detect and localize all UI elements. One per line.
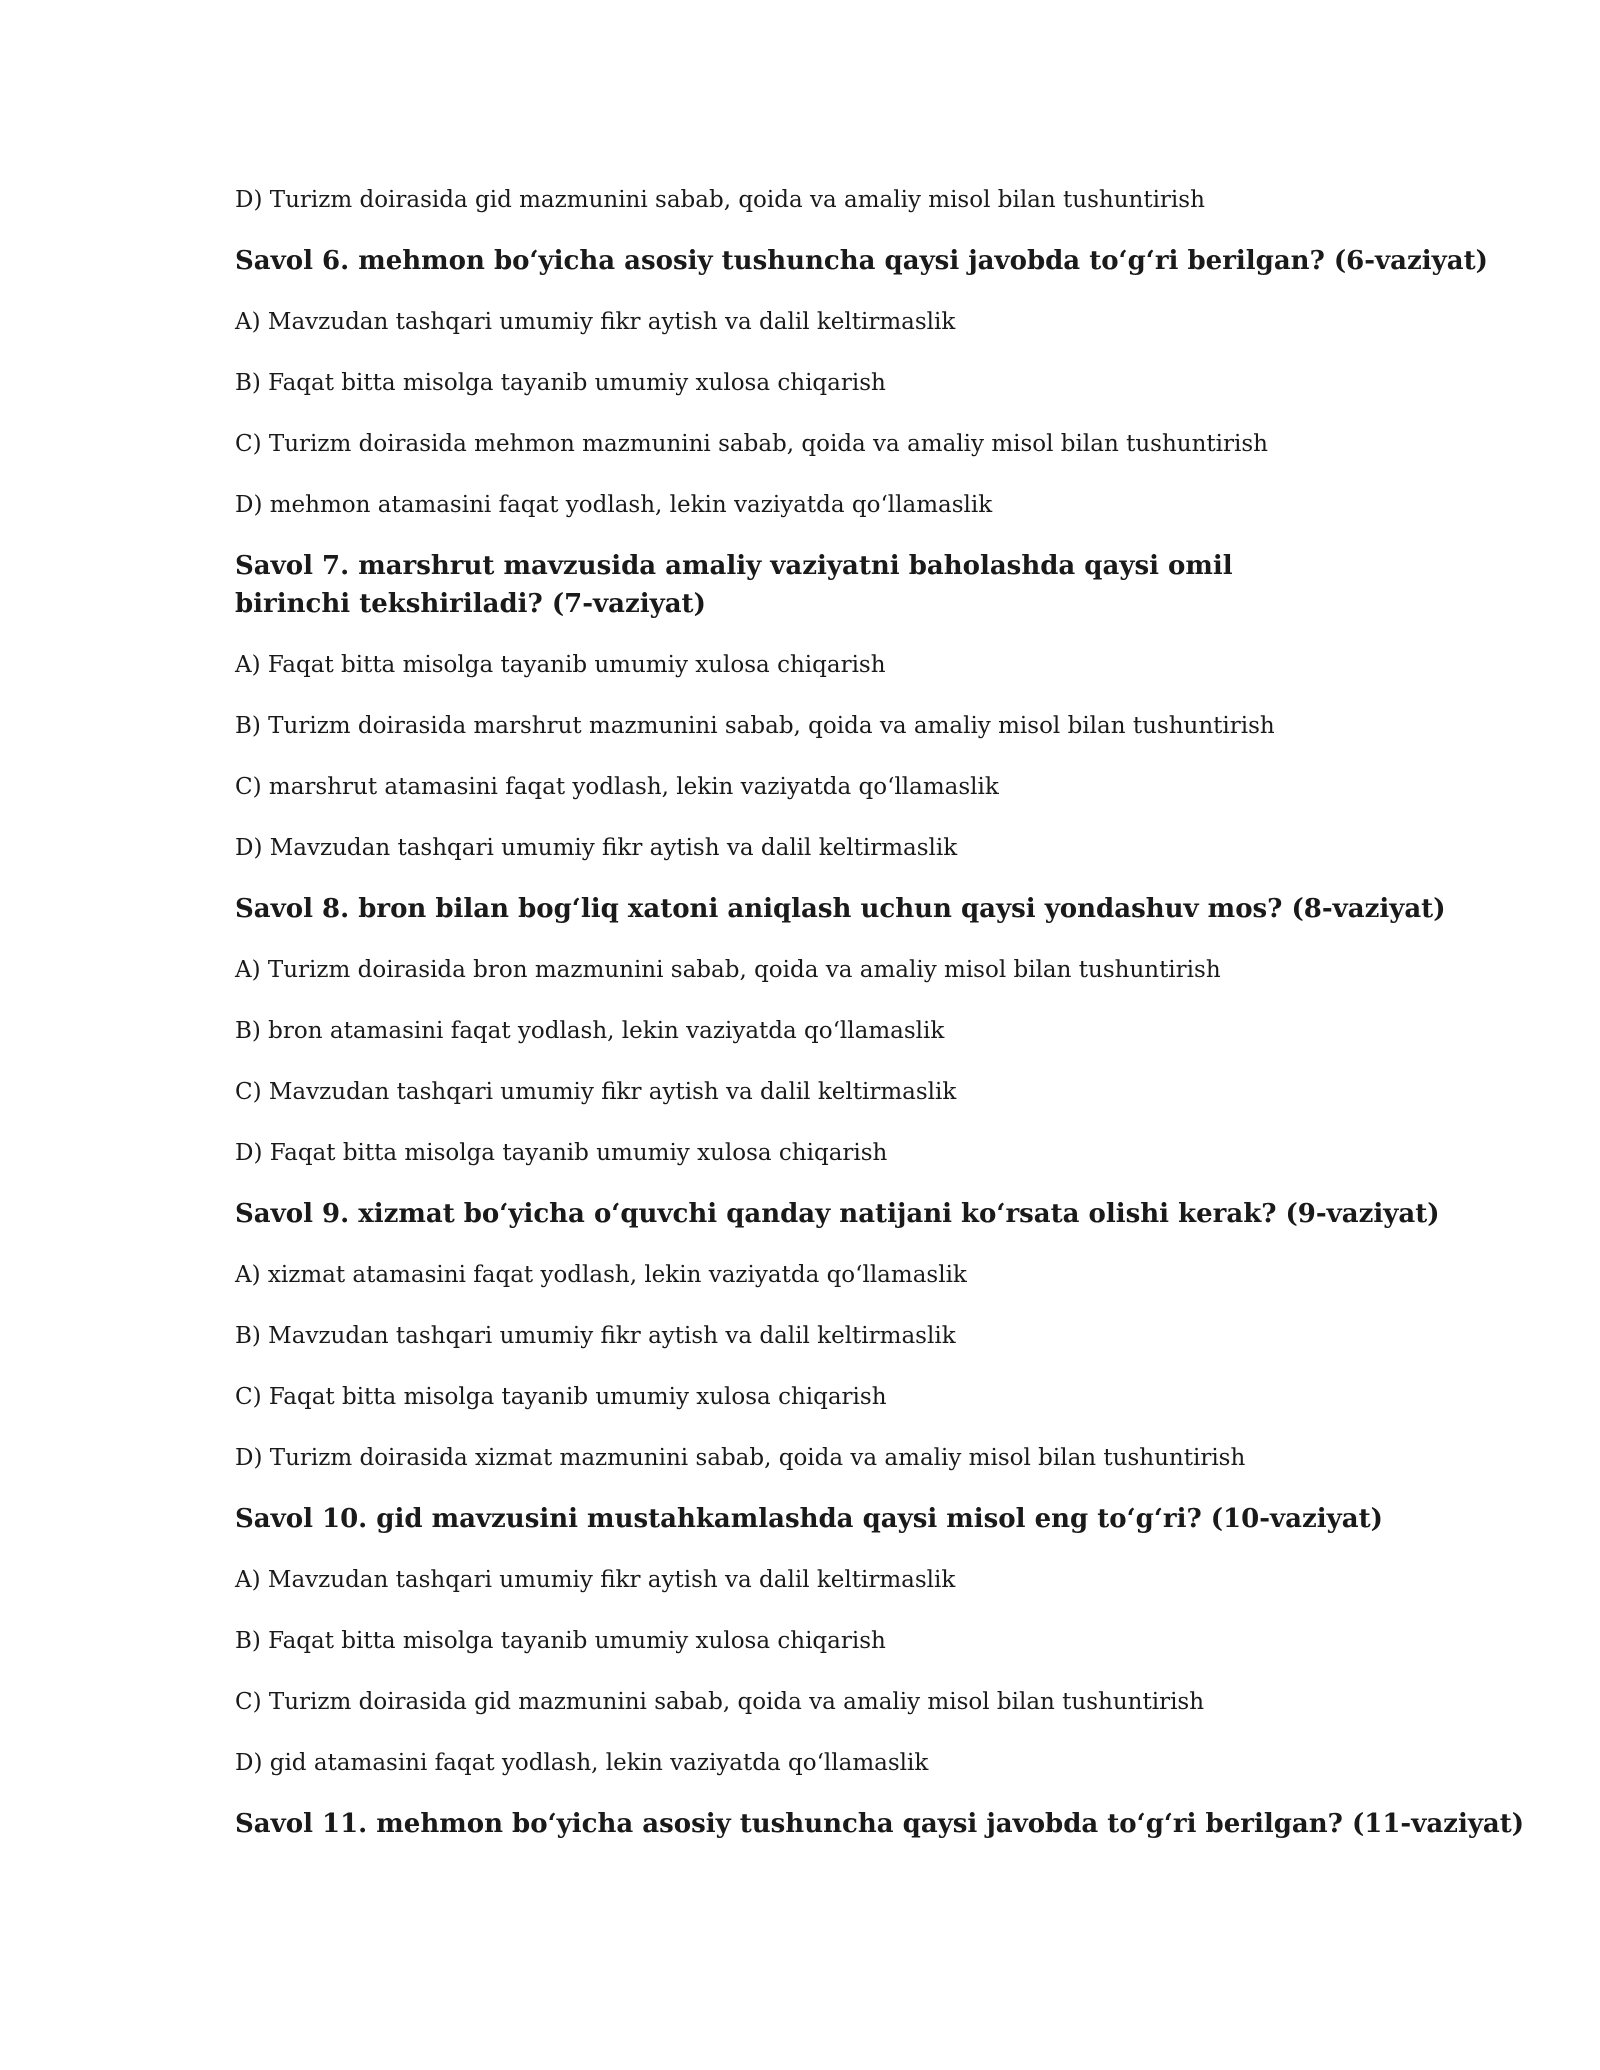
answer-option: D) mehmon atamasini faqat yodlash, lekin vaziyatda qo‘llamaslik	[235, 492, 993, 518]
answer-option: B) Faqat bitta misolga tayanib umumiy xulosa chiqarish	[235, 370, 886, 396]
question-heading: Savol 6. mehmon bo‘yicha asosiy tushuncha qaysi javobda to‘g‘ri berilgan? (6-vaziyat)	[235, 246, 1488, 276]
answer-option: C) marshrut atamasini faqat yodlash, lekin vaziyatda qo‘llamaslik	[235, 774, 999, 800]
question-heading: Savol 7. marshrut mavzusida amaliy vaziyatni baholashda qaysi omil birinchi tekshiriladi? (7-vaziyat)	[235, 551, 1233, 619]
question-heading: Savol 10. gid mavzusini mustahkamlashda qaysi misol eng to‘g‘ri? (10-vaziyat)	[235, 1504, 1383, 1534]
answer-option: D) Turizm doirasida xizmat mazmunini sabab, qoida va amaliy misol bilan tushuntirish	[235, 1445, 1246, 1471]
answer-option: D) Faqat bitta misolga tayanib umumiy xulosa chiqarish	[235, 1140, 888, 1166]
answer-option: B) Turizm doirasida marshrut mazmunini sabab, qoida va amaliy misol bilan tushuntirish	[235, 713, 1275, 739]
answer-option: A) Faqat bitta misolga tayanib umumiy xulosa chiqarish	[235, 652, 886, 678]
answer-option: A) Turizm doirasida bron mazmunini sabab, qoida va amaliy misol bilan tushuntirish	[235, 957, 1221, 983]
question-heading: Savol 11. mehmon bo‘yicha asosiy tushuncha qaysi javobda to‘g‘ri berilgan? (11-vaziyat)	[235, 1809, 1525, 1839]
answer-option: A) xizmat atamasini faqat yodlash, lekin vaziyatda qo‘llamaslik	[235, 1262, 967, 1288]
answer-option: D) Mavzudan tashqari umumiy fikr aytish va dalil keltirmaslik	[235, 835, 958, 861]
answer-option: C) Turizm doirasida mehmon mazmunini sabab, qoida va amaliy misol bilan tushuntirish	[235, 431, 1268, 457]
answer-option: C) Turizm doirasida gid mazmunini sabab, qoida va amaliy misol bilan tushuntirish	[235, 1689, 1205, 1715]
answer-option: C) Mavzudan tashqari umumiy fikr aytish va dalil keltirmaslik	[235, 1079, 957, 1105]
answer-option: B) bron atamasini faqat yodlash, lekin vaziyatda qo‘llamaslik	[235, 1018, 945, 1044]
question-heading: Savol 8. bron bilan bog‘liq xatoni aniqlash uchun qaysi yondashuv mos? (8-vaziyat)	[235, 894, 1446, 924]
answer-option: A) Mavzudan tashqari umumiy fikr aytish va dalil keltirmaslik	[235, 1567, 956, 1593]
answer-option: B) Faqat bitta misolga tayanib umumiy xulosa chiqarish	[235, 1628, 886, 1654]
answer-option: D) Turizm doirasida gid mazmunini sabab, qoida va amaliy misol bilan tushuntirish	[235, 187, 1205, 213]
answer-option: C) Faqat bitta misolga tayanib umumiy xulosa chiqarish	[235, 1384, 887, 1410]
question-heading: Savol 9. xizmat bo‘yicha o‘quvchi qanday natijani ko‘rsata olishi kerak? (9-vaziyat)	[235, 1199, 1440, 1229]
answer-option: D) gid atamasini faqat yodlash, lekin vaziyatda qo‘llamaslik	[235, 1750, 929, 1776]
answer-option: A) Mavzudan tashqari umumiy fikr aytish va dalil keltirmaslik	[235, 309, 956, 335]
question-list	[235, 185, 1525, 1870]
answer-option: B) Mavzudan tashqari umumiy fikr aytish va dalil keltirmaslik	[235, 1323, 956, 1349]
